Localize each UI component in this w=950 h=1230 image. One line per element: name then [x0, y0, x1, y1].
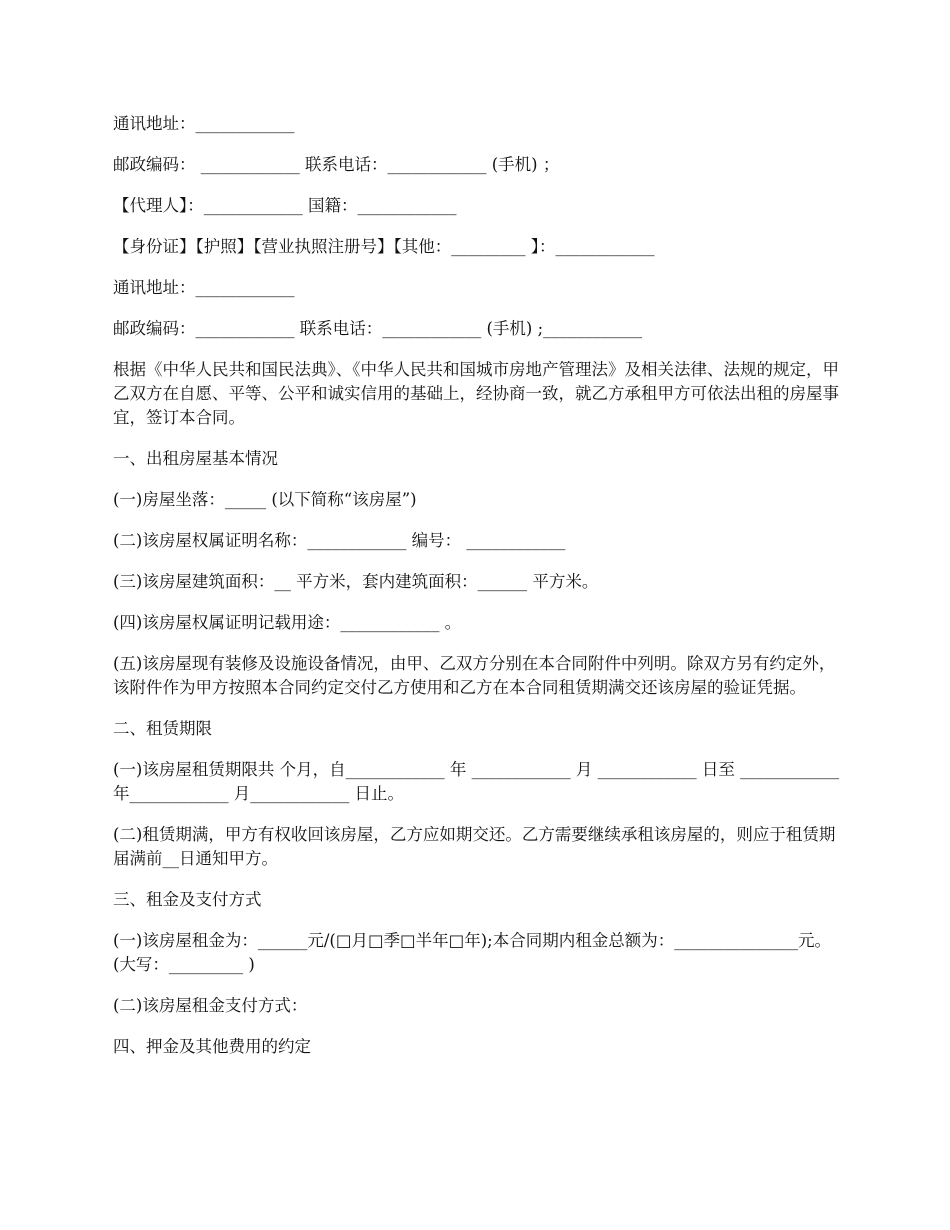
clause-ownership-certificate: (二)该房屋权属证明名称：____________ 编号： ____________	[113, 531, 566, 550]
agent-postcode-phone-line: 邮政编码：____________ 联系电话：____________ (手机) ;____________	[113, 319, 643, 338]
clause-decoration-facilities: (五)该房屋现有装修及设施设备情况，由甲、乙双方分别在本合同附件中列明。除双方另有约定外，该附件作为甲方按照本合同约定交付乙方使用和乙方在本合同租赁期满交还该房屋的验证凭据。	[113, 654, 836, 697]
section-heading-property: 一、出租房屋基本情况	[113, 449, 278, 468]
section-heading-deposit: 四、押金及其他费用的约定	[113, 1037, 311, 1056]
section-heading-lease-term: 二、租赁期限	[113, 719, 212, 738]
agent-address-line: 通讯地址：____________	[113, 278, 295, 297]
agent-nationality-line: 【代理人】：____________ 国籍：____________	[113, 196, 457, 215]
clause-floor-area: (三)该房屋建筑面积：__ 平方米，套内建筑面积：______ 平方米。	[113, 572, 599, 591]
clause-property-location: (一)房屋坐落：_____ (以下简称“该房屋”)	[113, 490, 417, 509]
section-heading-rent: 三、租金及支付方式	[113, 890, 262, 909]
clause-rent-payment-method: (二)该房屋租金支付方式：	[113, 996, 308, 1015]
tenant-postcode-phone-line: 邮政编码： ____________ 联系电话：____________ (手机) ；	[113, 155, 560, 174]
clause-certified-use: (四)该房屋权属证明记载用途：____________ 。	[113, 613, 462, 632]
contract-page	[113, 112, 845, 1076]
clause-lease-expiry: (二)租赁期满，甲方有权收回该房屋，乙方应如期交还。乙方需要继续承租该房屋的，则应于租赁期届满前__日通知甲方。	[113, 825, 836, 868]
clause-lease-period: (一)该房屋租赁期限共 个月，自____________ 年 ____________ 月 ____________ 日至 ____________ 年____________ 月____________ 日止。	[113, 760, 845, 803]
agent-id-document-line: 【身份证】【护照】【营业执照注册号】【其他：_________ 】：____________	[113, 237, 655, 256]
clause-rent-amount: (一)该房屋租金为：______元/(□月□季□半年□年);本合同期内租金总额为：_______________元。(大写：_________ )	[113, 931, 831, 974]
tenant-address-line: 通讯地址：____________	[113, 114, 295, 133]
contract-preamble: 根据《中华人民共和国民法典》、《中华人民共和国城市房地产管理法》及相关法律、法规的规定，甲乙双方在自愿、平等、公平和诚实信用的基础上，经协商一致，就乙方承租甲方可依法出租的房屋事宜，签订本合同。	[113, 360, 839, 427]
